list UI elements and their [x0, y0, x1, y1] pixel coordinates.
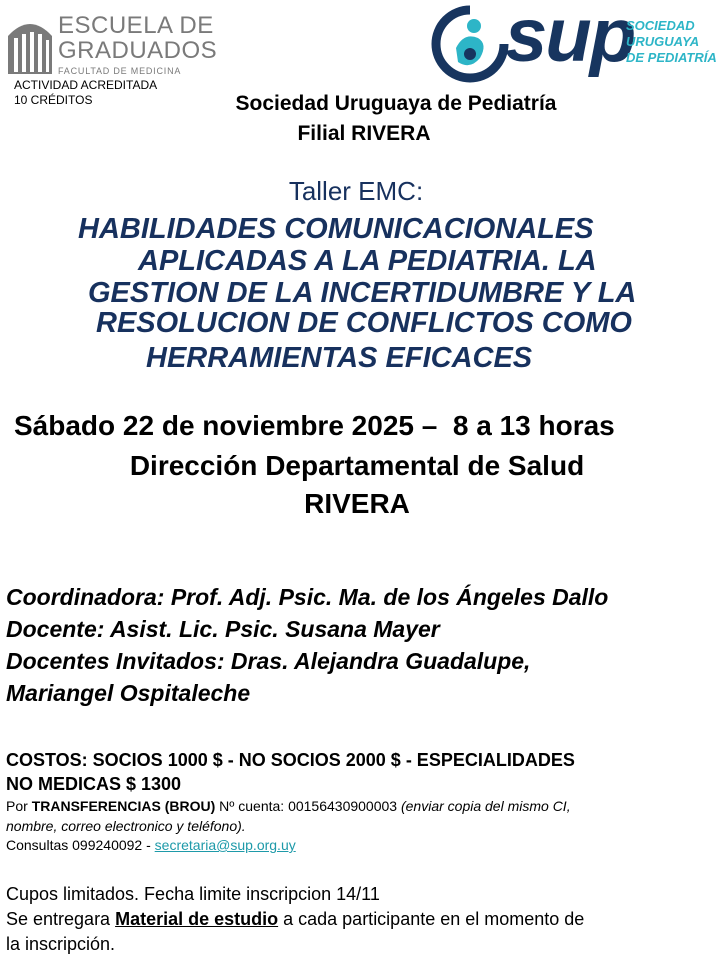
event-date-time: Sábado 22 de noviembre 2025 – 8 a 13 horas	[14, 410, 615, 441]
workshop-label: Taller EMC:	[288, 176, 424, 206]
event-city: RIVERA	[304, 488, 410, 519]
guest-teachers-cont: Mariangel Ospitaleche	[6, 680, 251, 706]
logo-name-line: DE PEDIATRÍA	[626, 50, 717, 65]
logo-word-sup: sup	[505, 0, 635, 78]
payment-note: (enviar copia del mismo CI,	[400, 798, 571, 814]
title-line: HABILIDADES COMUNICACIONALES	[78, 213, 594, 245]
logo-name-line: URUGUAYA	[626, 34, 700, 49]
logo-text-facultad: FACULTAD DE MEDICINA	[58, 66, 182, 76]
title-line: GESTION DE LA INCERTIDUMBRE Y LA	[88, 277, 637, 309]
material-prefix: Se entregara	[6, 909, 116, 929]
logo-society-name	[626, 18, 717, 66]
guest-teachers: Docentes Invitados: Dras. Alejandra Guadalupe,	[6, 648, 531, 674]
payment-method: TRANSFERENCIAS (BROU)	[31, 798, 216, 814]
costs-line-cont: NO MEDICAS $ 1300	[6, 774, 182, 794]
payment-prefix: Por	[6, 798, 32, 814]
escuela-graduados-logo	[6, 12, 218, 78]
sup-logo	[430, 0, 720, 86]
phone: Consultas 099240092 -	[6, 837, 155, 853]
payment-info	[6, 797, 571, 816]
limited-places: Cupos limitados. Fecha limite inscripcion 14/11	[6, 884, 380, 904]
accreditation-line: ACTIVIDAD ACREDITADA	[14, 78, 158, 92]
material-note-cont: la inscripción.	[6, 934, 116, 954]
title-line: APLICADAS A LA PEDIATRIA. LA	[138, 245, 597, 277]
material-note	[6, 907, 584, 932]
logo-name-line: SOCIEDAD	[626, 18, 695, 33]
study-material: Material de estudio	[115, 909, 279, 929]
payment-note-cont: nombre, correo electronico y teléfono).	[6, 818, 246, 834]
logo-text-graduados: GRADUADOS	[58, 37, 218, 64]
title-line: HERRAMIENTAS EFICACES	[146, 342, 533, 374]
contact-info	[6, 836, 296, 855]
society-name: Sociedad Uruguaya de Pediatría	[235, 92, 557, 115]
costs-line: COSTOS: SOCIOS 1000 $ - NO SOCIOS 2000 $ - ESPECIALIDADES	[6, 750, 575, 770]
title-line: RESOLUCION DE CONFLICTOS COMO	[96, 307, 632, 339]
branch-name: Filial RIVERA	[297, 122, 431, 145]
account-number: Nº cuenta: 00156430900003	[215, 798, 401, 814]
logo-text-escuela: ESCUELA DE	[58, 12, 214, 39]
email-link[interactable]: secretaria@sup.org.uy	[154, 837, 296, 853]
columns-icon	[6, 12, 54, 76]
material-suffix: a cada participante en el momento de	[278, 909, 585, 929]
credits-line: 10 CRÉDITOS	[14, 93, 93, 107]
coordinator: Coordinadora: Prof. Adj. Psic. Ma. de los Ángeles Dallo	[6, 584, 609, 610]
teacher: Docente: Asist. Lic. Psic. Susana Mayer	[6, 616, 440, 642]
mother-child-icon	[430, 4, 510, 86]
event-venue: Dirección Departamental de Salud	[129, 450, 585, 481]
